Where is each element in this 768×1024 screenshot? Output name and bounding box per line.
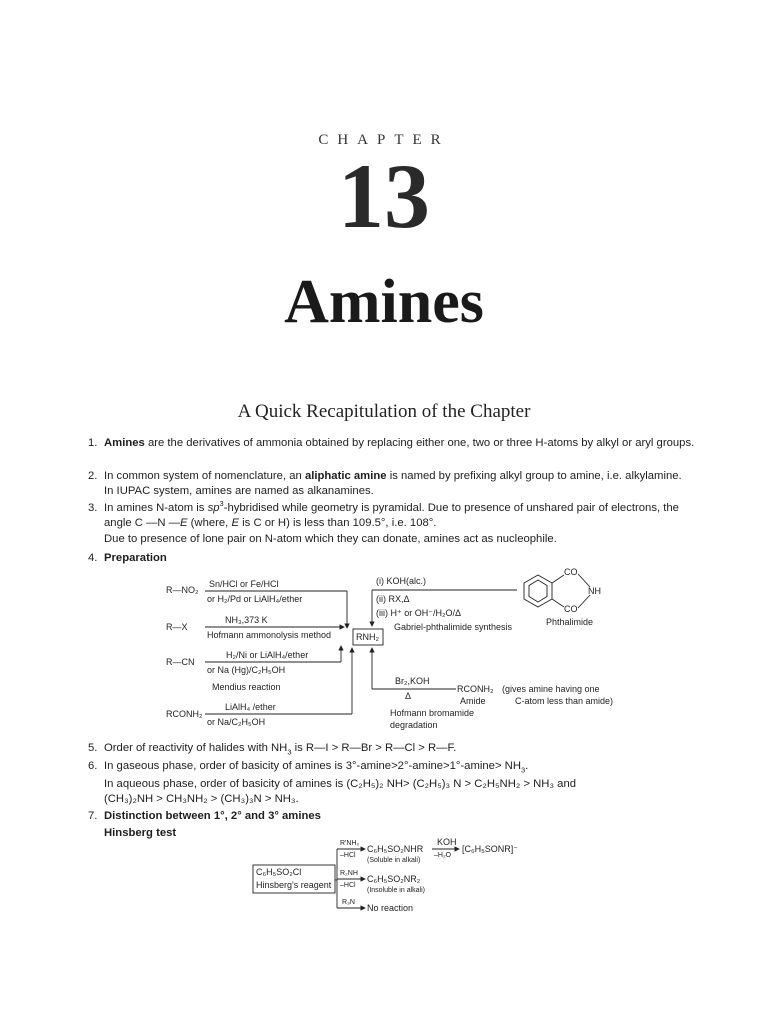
symbol-e: E	[179, 517, 188, 529]
chapter-title: Amines	[284, 268, 484, 336]
item-number: 7.	[88, 810, 98, 822]
reactant-r-x: R—X	[166, 622, 188, 632]
primary-amine: R'NH₂	[340, 840, 360, 847]
chapter-label: CHAPTER	[318, 132, 450, 148]
subscript: 3	[521, 765, 526, 775]
name-gabriel-synthesis: Gabriel-phthalimide synthesis	[394, 622, 513, 632]
gabriel-step-3: (iii) H⁺ or OH⁻/H₂O/Δ	[376, 608, 462, 618]
item-text: In common system of nomenclature, an	[104, 470, 305, 482]
hinsberg-reagent-formula: C₆H₅SO₂Cl	[256, 867, 302, 877]
item-text: is named by prefixing alkyl group to amine, i.e. alkylamine.	[386, 470, 682, 482]
item-number: 3.	[88, 502, 98, 514]
reactant-rconh2: RCONH₂	[166, 709, 203, 719]
reagent-rconh2-top: LiAlH₄ /ether	[225, 702, 276, 712]
item-text: Order of reactivity of halides with NH	[104, 742, 288, 754]
hofmann-reagent: Br₂,KOH	[395, 676, 430, 686]
secondary-note: (Insoluble in alkali)	[367, 887, 425, 894]
tertiary-result: No reaction	[367, 903, 414, 913]
product-rnh2: RNH₂	[356, 632, 379, 642]
gabriel-step-2: (ii) RX,Δ	[376, 594, 410, 604]
reagent-r-no2-bottom: or H₂/Pd or LiAlH₄/ether	[207, 594, 303, 604]
item-number: 1.	[88, 437, 98, 449]
item-text: is R—I > R—Br > R—Cl > R—F.	[291, 742, 457, 754]
koh-reagent: KOH	[437, 837, 457, 847]
hybrid-superscript: 3	[219, 499, 224, 509]
tertiary-amine: R₃N	[342, 899, 355, 906]
hcl-loss-2: –HCl	[340, 882, 356, 889]
reagent-rconh2-bottom: or Na/C₂H₅OH	[207, 717, 266, 727]
phthalimide-co-top: CO	[564, 567, 578, 577]
hinsberg-reagent-name: Hinsberg's reagent	[256, 880, 332, 890]
heading-distinction: Distinction between 1°, 2° and 3° amines	[104, 810, 321, 822]
primary-product: C₆H₅SO₂NHR	[367, 844, 424, 854]
reagent-r-cn-bottom: or Na (Hg)/C₂H₅OH	[207, 665, 286, 675]
item-text: .	[525, 760, 529, 772]
reactant-r-cn: R—CN	[166, 657, 195, 667]
hofmann-name-2: degradation	[390, 720, 438, 730]
secondary-amine: R₂NH	[340, 870, 358, 877]
heading-hinsberg-test: Hinsberg test	[104, 827, 177, 839]
item-text-line2: Due to presence of lone pair on N-atom which they can donate, amines act as nucleophile.	[104, 533, 557, 545]
item-text-line3: (CH₃)₂NH > CH₃NH₂ > (CH₃)₃N > NH₃.	[104, 793, 299, 805]
term-amines: Amines	[104, 437, 145, 449]
reagent-r-x-bottom: Hofmann ammonolysis method	[207, 630, 332, 640]
item-number: 2.	[88, 470, 98, 482]
amide-formula: RCONH₂	[457, 684, 494, 694]
item-text: (where,	[187, 517, 232, 529]
name-mendius-reaction: Mendius reaction	[212, 682, 281, 692]
subscript: 3	[287, 747, 292, 757]
chapter-number: 13	[338, 145, 430, 247]
item-text: are the derivatives of ammonia obtained by replacing either one, two or three H-atoms by alkyl or aryl groups.	[144, 437, 695, 449]
term-aliphatic-amine: aliphatic amine	[304, 470, 387, 482]
item-number: 5.	[88, 742, 98, 754]
section-heading: A Quick Recapitulation of the Chapter	[237, 401, 531, 422]
item-text-line2: In IUPAC system, amines are named as alkanamines.	[104, 485, 374, 497]
hybrid-sp: sp	[207, 502, 220, 514]
item-text: In gaseous phase, order of basicity of amines is 3°-amine>2°-amine>1°-amine> NH	[104, 760, 521, 772]
reagent-r-cn-top: H₂/Ni or LiAlH₄/ether	[226, 650, 309, 660]
amide-label: Amide	[460, 696, 486, 706]
item-number: 4.	[88, 552, 98, 564]
reactant-r-no2: R—NO₂	[166, 585, 199, 595]
phthalimide-co-bottom: CO	[564, 604, 578, 614]
primary-note: (Soluble in alkali)	[367, 857, 421, 864]
item-number: 6.	[88, 760, 98, 772]
symbol-e: E	[231, 517, 240, 529]
item-text: -hybridised while geometry is pyramidal. Due to presence of unshared pair of electrons, the angle C —N —	[104, 502, 679, 529]
heading-preparation: Preparation	[104, 552, 167, 564]
item-text: is C or H) is less than 109.5°, i.e. 108°.	[239, 517, 437, 529]
reagent-r-no2-top: Sn/HCl or Fe/HCl	[209, 579, 279, 589]
hofmann-delta: Δ	[405, 691, 412, 701]
hcl-loss-1: –HCl	[340, 852, 356, 859]
amide-note-1: (gives amine having one	[502, 684, 600, 694]
amide-note-2: C-atom less than amide)	[515, 696, 614, 706]
phthalimide-label: Phthalimide	[546, 617, 594, 627]
secondary-product: C₆H₅SO₂NR₂	[367, 874, 421, 884]
gabriel-step-1: (i) KOH(alc.)	[376, 576, 426, 586]
phthalimide-nh: NH	[588, 586, 601, 596]
reagent-r-x-top: NH₃,373 K	[225, 615, 268, 625]
item-text: In amines N-atom is	[104, 502, 208, 514]
hofmann-name-1: Hofmann bromamide	[390, 708, 475, 718]
sulfonamide-salt: [C₆H₅SONR]⁻	[462, 844, 519, 854]
water-loss: –H₂O	[434, 852, 452, 859]
item-text-line2: In aqueous phase, order of basicity of amines is (C₂H₅)₂ NH> (C₂H₅)₃ N > C₂H₅NH₂ > NH₃ and	[104, 778, 577, 790]
